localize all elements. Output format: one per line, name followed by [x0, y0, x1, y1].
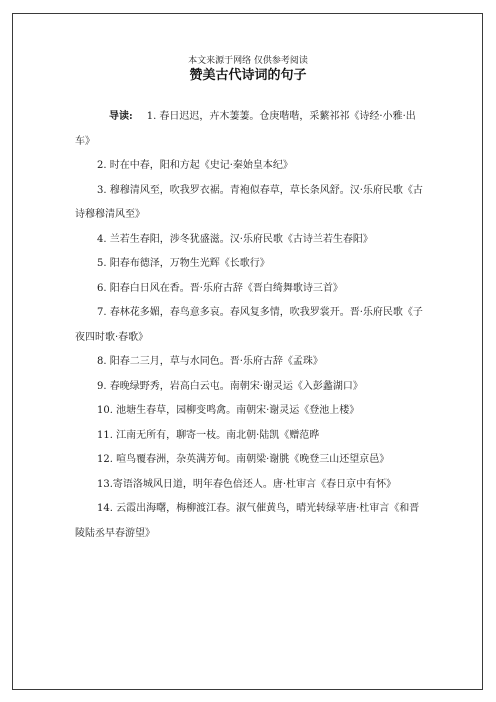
paragraph-8: 8. 阳春二三月，草与水同色。晋·乐府古辞《孟珠》	[97, 356, 323, 367]
paragraph-5: 5. 阳春布德泽，万物生光辉《长歌行》	[97, 258, 270, 269]
paragraph-1	[75, 105, 425, 154]
paragraph-9: 9. 春晚绿野秀，岩高白云屯。南朝宋·谢灵运《入彭蠡湖口》	[97, 380, 363, 392]
page-title: 赞美古代诗词的句子	[189, 68, 307, 83]
paragraph-2: 2. 时在中春，阳和方起《史记·秦始皇本纪》	[97, 160, 293, 171]
document-body	[75, 105, 425, 546]
paragraph-4: 4. 兰若生春阳，涉冬犹盛滋。汉·乐府民歌《古诗兰若生春阳》	[97, 233, 373, 245]
paragraph-text: 1. 春日迟迟，卉木萋萋。仓庚喈喈，采蘩祁祁《诗经·小雅·出车》	[75, 111, 416, 147]
paragraph-6: 6. 阳春白日风在香。晋·乐府古辞《晋白绮舞歌诗三首》	[97, 282, 343, 294]
source-notice: 本文来源于网络 仅供参考阅读	[188, 56, 308, 66]
paragraph-11: 11. 江南无所有，聊寄一枝。南北朝·陆凯《赠范晔	[97, 429, 320, 441]
paragraph-12: 12. 喧鸟覆春洲，杂英满芳甸。南朝梁·谢朓《晚登三山还望京邑》	[97, 454, 390, 465]
paragraph-7: 7. 春林花多媚，春鸟意多哀。春风复多情，吹我罗裳开。晋·乐府民歌《子夜四时歌·春歌》	[75, 307, 423, 343]
paragraph-10: 10. 池塘生春草，园柳变鸣禽。南朝宋·谢灵运《登池上楼》	[97, 405, 360, 416]
paragraph-14: 14. 云霞出海曙，梅柳渡江春。淑气催黄鸟，晴光转绿苹唐·杜审言《和晋陵陆丞早春游望》	[75, 503, 420, 539]
paragraph-13: 13.寄语洛城风日道，明年春色倍还人。唐·杜审言《春日京中有怀》	[97, 478, 397, 490]
paragraph-3: 3. 穆穆清风至，吹我罗衣裾。青袍似春草，草长条风舒。汉·乐府民歌《古诗穆穆清风至》	[75, 184, 423, 220]
lead-label: 导读:	[109, 111, 133, 122]
